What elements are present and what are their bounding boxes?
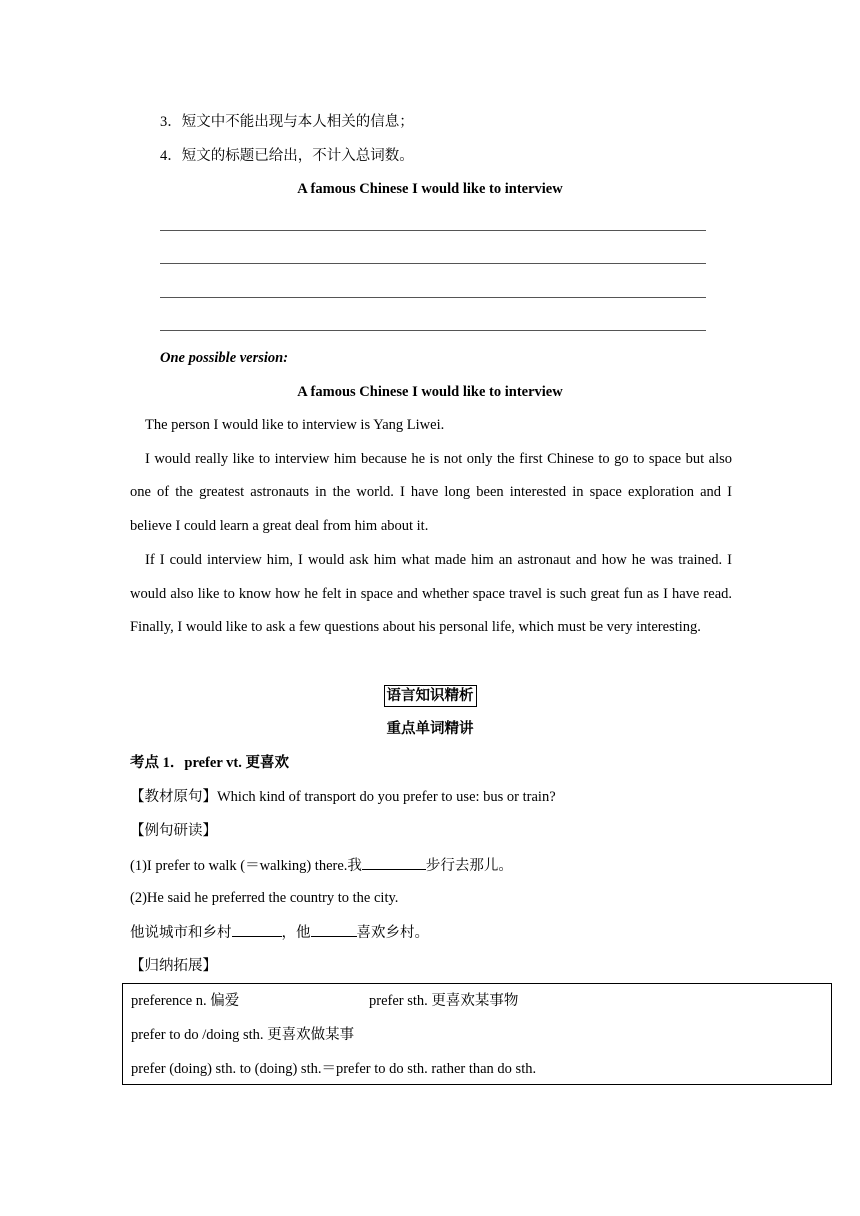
- textbook-sentence: Which kind of transport do you prefer to use: bus or train?: [217, 789, 556, 805]
- example-2-zh: [130, 922, 429, 943]
- essay-title: A famous Chinese I would like to interview: [297, 181, 563, 197]
- sample-paragraph-1: The person I would like to interview is Yang Liwei.: [145, 417, 445, 433]
- example-1: [130, 855, 513, 876]
- example-2-zh-c: 喜欢乡村。: [356, 925, 429, 941]
- writing-line-2: [160, 263, 706, 264]
- writing-line-1: [160, 230, 706, 231]
- subsection-heading: 重点单词精讲: [386, 721, 474, 737]
- sample-essay: [130, 409, 732, 645]
- writing-line-4: [160, 330, 706, 331]
- examples-label: 【例句研读】: [130, 823, 217, 839]
- sample-title: A famous Chinese I would like to interview: [297, 384, 563, 400]
- example-1-end: 步行去那儿。: [425, 858, 513, 874]
- summary-row-1-left: preference n. 偏爱: [131, 993, 240, 1009]
- example-2-blank-1[interactable]: [232, 922, 282, 937]
- example-2-zh-a: 他说城市和乡村: [130, 925, 232, 941]
- example-2-zh-b: ，他: [281, 925, 311, 941]
- summary-box: [122, 983, 832, 1085]
- summary-label: 【归纳拓展】: [130, 958, 217, 974]
- example-2-blank-2[interactable]: [311, 922, 357, 937]
- example-1-blank[interactable]: [362, 855, 426, 870]
- section-heading: 语言知识精析: [384, 685, 477, 707]
- summary-row-2: prefer to do /doing sth. 更喜欢做某事: [131, 1027, 355, 1043]
- example-1-text: (1)I prefer to walk (＝walking) there.我: [130, 858, 362, 874]
- summary-row-3: prefer (doing) sth. to (doing) sth.＝prefer to do sth. rather than do sth.: [131, 1061, 537, 1077]
- instruction-3: 3．短文中不能出现与本人相关的信息；: [160, 114, 414, 130]
- point-title: 考点 1．prefer vt. 更喜欢: [130, 755, 289, 771]
- writing-line-3: [160, 297, 706, 298]
- textbook-sentence-line: [130, 787, 556, 807]
- summary-row-1-right: prefer sth. 更喜欢某事物: [369, 993, 519, 1009]
- sample-paragraph-3: If I could interview him, I would ask him what made him an astronaut and how he was trained. I would also like to know how he felt in space and whether space travel is such great fun as I have read. Finally, I would like to ask a few questions about his personal life, which must be very interesting.: [130, 551, 732, 636]
- textbook-label: 【教材原句】: [130, 789, 217, 805]
- example-2-en: (2)He said he preferred the country to the city.: [130, 890, 399, 906]
- section-heading-wrap: [0, 685, 860, 707]
- instruction-4: 4．短文的标题已给出，不计入总词数。: [160, 148, 414, 164]
- sample-label: One possible version:: [160, 350, 289, 366]
- sample-paragraph-2: I would really like to interview him because he is not only the first Chinese to go to space but also one of the greatest astronauts in the world. I have long been interested in space exploration and I believe I could learn a great deal from him about it.: [130, 450, 732, 535]
